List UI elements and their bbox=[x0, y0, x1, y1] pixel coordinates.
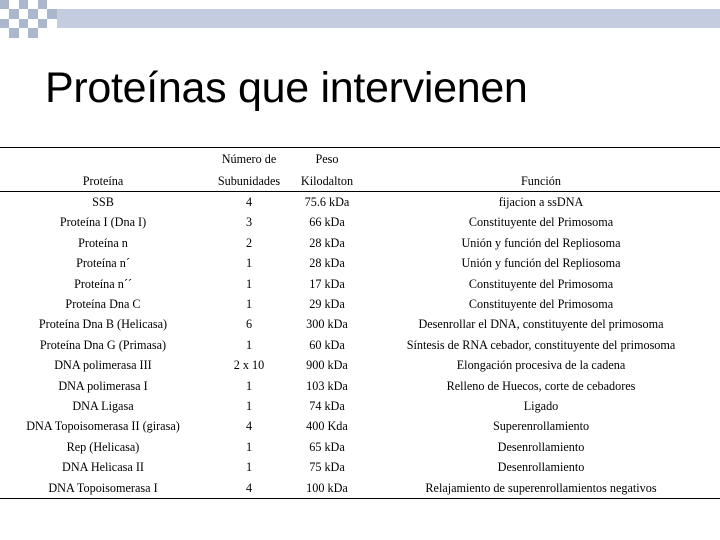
function-cell: Constituyente del Primosoma bbox=[468, 215, 614, 230]
function-cell: Relleno de Huecos, corte de cebadores bbox=[446, 378, 636, 393]
table-row bbox=[0, 233, 720, 253]
function-cell: Desenrollar el DNA, constituyente del primosoma bbox=[418, 317, 664, 332]
header-cell: Proteína bbox=[0, 171, 206, 192]
header-cell: Función bbox=[362, 171, 720, 192]
function-cell: fijacion a ssDNA bbox=[498, 195, 584, 209]
subunits-cell: 1 bbox=[245, 460, 253, 475]
weight-cell: 74 kDa bbox=[309, 399, 345, 414]
subunits-cell: 1 bbox=[245, 439, 253, 454]
function-cell: Constituyente del Primosoma bbox=[468, 297, 614, 312]
protein-name-cell: Proteína Dna C bbox=[65, 297, 141, 312]
function-cell: Ligado bbox=[523, 399, 559, 414]
protein-name-cell: Proteína n´´ bbox=[74, 276, 132, 291]
protein-name-cell: Proteína Dna G (Primasa) bbox=[39, 337, 167, 352]
protein-name-cell: DNA polimerasa III bbox=[54, 358, 152, 373]
function-cell: Relajamiento de superenrollamientos negativos bbox=[362, 478, 720, 499]
weight-cell: 66 kDa bbox=[309, 215, 345, 230]
weight-cell: 75 kDa bbox=[309, 460, 345, 475]
function-cell: Desenrollamiento bbox=[497, 439, 585, 454]
subunits-cell: 3 bbox=[245, 215, 253, 230]
subunits-cell: 1 bbox=[245, 337, 253, 352]
weight-cell: 103 kDa bbox=[306, 378, 348, 393]
protein-name-cell: Proteína n bbox=[78, 235, 128, 250]
weight-cell: 900 kDa bbox=[306, 358, 348, 373]
decor-squares bbox=[0, 0, 57, 38]
weight-cell: 29 kDa bbox=[309, 297, 345, 312]
protein-name-cell: Proteína I (Dna I) bbox=[59, 215, 147, 230]
subunits-cell: 2 x 10 bbox=[233, 358, 265, 373]
subunits-cell: 1 bbox=[245, 399, 253, 414]
protein-name-cell: DNA polimerasa I bbox=[58, 378, 148, 393]
table-row bbox=[0, 478, 720, 499]
table-row bbox=[0, 396, 720, 416]
subunits-cell: 6 bbox=[245, 317, 253, 332]
subunits-cell: 1 bbox=[245, 256, 253, 271]
function-cell: Superenrollamiento bbox=[492, 419, 590, 434]
subunits-cell: 1 bbox=[245, 297, 253, 312]
weight-cell: 65 kDa bbox=[309, 439, 345, 454]
table-row bbox=[0, 212, 720, 232]
header-cell bbox=[0, 148, 206, 172]
table-row bbox=[0, 253, 720, 273]
table-row bbox=[0, 437, 720, 457]
table-row bbox=[0, 192, 720, 213]
function-cell: Desenrollamiento bbox=[497, 460, 585, 475]
table-header-row-top bbox=[0, 148, 720, 172]
protein-name-cell: Rep (Helicasa) bbox=[66, 439, 140, 454]
protein-name-cell: Proteína Dna B (Helicasa) bbox=[38, 317, 168, 332]
table-row bbox=[0, 335, 720, 355]
header-cell bbox=[362, 148, 720, 172]
table-row bbox=[0, 355, 720, 375]
subunits-cell: 4 bbox=[245, 419, 253, 434]
protein-name-cell: DNA Ligasa bbox=[72, 399, 134, 414]
header-cell: Kilodalton bbox=[292, 171, 362, 192]
subunits-cell: 4 bbox=[206, 478, 292, 499]
protein-table bbox=[0, 147, 720, 499]
table-header-row-bottom bbox=[0, 171, 720, 192]
table-row bbox=[0, 294, 720, 314]
weight-cell: 75.6 kDa bbox=[304, 195, 350, 209]
protein-name-cell: DNA Helicasa II bbox=[62, 460, 144, 475]
function-cell: Síntesis de RNA cebador, constituyente del primosoma bbox=[406, 337, 676, 352]
slide-title: Proteínas que intervienen bbox=[45, 64, 528, 112]
protein-name-cell: DNA Topoisomerasa II (girasa) bbox=[26, 419, 180, 434]
header-cell: Número de bbox=[206, 148, 292, 172]
subunits-cell: 1 bbox=[245, 378, 253, 393]
function-cell: Constituyente del Primosoma bbox=[468, 276, 614, 291]
table-row bbox=[0, 376, 720, 396]
weight-cell: 300 kDa bbox=[306, 317, 348, 332]
header-cell: Peso bbox=[292, 148, 362, 172]
function-cell: Unión y función del Repliosoma bbox=[461, 256, 621, 271]
table-row bbox=[0, 314, 720, 334]
subunits-cell: 4 bbox=[245, 195, 253, 209]
weight-cell: 60 kDa bbox=[309, 337, 345, 352]
subunits-cell: 2 bbox=[245, 235, 253, 250]
function-cell: Unión y función del Repliosoma bbox=[461, 235, 621, 250]
weight-cell: 100 kDa bbox=[292, 478, 362, 499]
protein-name-cell: SSB bbox=[92, 195, 114, 209]
table-row bbox=[0, 457, 720, 477]
weight-cell: 17 kDa bbox=[309, 276, 345, 291]
protein-name-cell: DNA Topoisomerasa I bbox=[0, 478, 206, 499]
weight-cell: 400 Kda bbox=[306, 419, 348, 434]
slide-decoration bbox=[0, 0, 720, 50]
header-cell: Subunidades bbox=[206, 171, 292, 192]
function-cell: Elongación procesiva de la cadena bbox=[456, 358, 626, 373]
table-row bbox=[0, 416, 720, 436]
decor-bar bbox=[57, 9, 720, 28]
table-row bbox=[0, 274, 720, 294]
weight-cell: 28 kDa bbox=[309, 256, 345, 271]
protein-name-cell: Proteína n´ bbox=[76, 256, 130, 271]
weight-cell: 28 kDa bbox=[309, 235, 345, 250]
subunits-cell: 1 bbox=[245, 276, 253, 291]
